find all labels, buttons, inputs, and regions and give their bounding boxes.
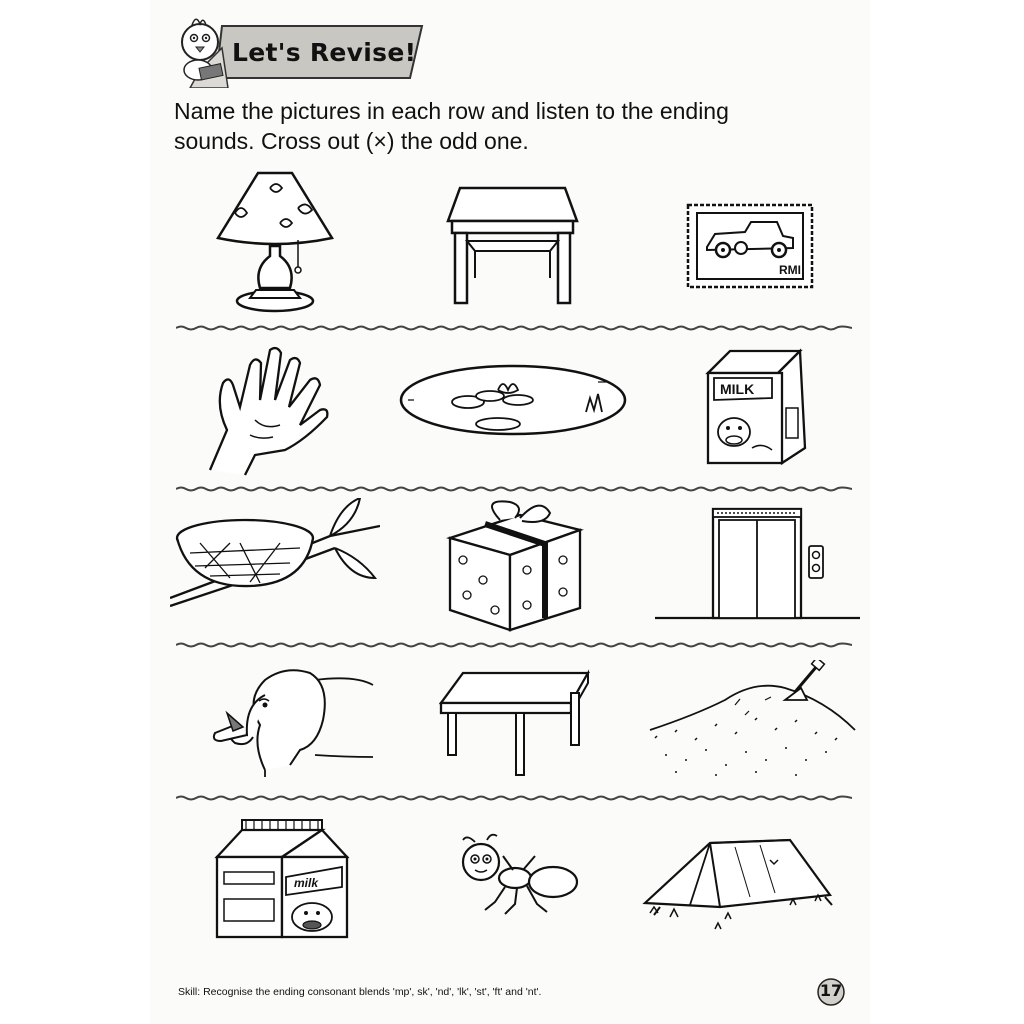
cow-icon: [292, 903, 332, 931]
table-picture[interactable]: [438, 668, 596, 780]
hand-picture[interactable]: [205, 345, 340, 480]
desk-picture[interactable]: [445, 183, 580, 308]
nest-picture[interactable]: [170, 498, 380, 608]
instructions-line-1: Name the pictures in each row and listen to the ending: [174, 98, 729, 124]
stamp-picture[interactable]: [685, 202, 815, 290]
instructions: [174, 96, 854, 156]
row-divider: [176, 486, 852, 492]
page-number: 17: [819, 981, 843, 1000]
ant-picture[interactable]: [455, 832, 580, 920]
row-divider: [176, 642, 852, 648]
bird-mascot-icon: [182, 19, 223, 80]
lift-picture[interactable]: [655, 506, 860, 624]
page-title: Let's Revise!: [232, 38, 417, 67]
skill-footnote: Skill: Recognise the ending consonant blends 'mp', sk', 'nd', 'lk', 'st', 'ft' and 'nt'.: [178, 986, 542, 998]
spade-icon: [785, 660, 824, 700]
milk-carton-picture[interactable]: [212, 817, 352, 939]
instructions-line-2: sounds. Cross out (×) the odd one.: [174, 128, 529, 154]
sand-picture[interactable]: [645, 660, 860, 785]
gift-picture[interactable]: [445, 500, 585, 635]
lamp-picture[interactable]: [210, 168, 340, 318]
milk-box-picture[interactable]: [700, 348, 810, 468]
milk-carton-label: milk: [294, 876, 319, 890]
milk-box-label: MILK: [720, 381, 755, 397]
tent-picture[interactable]: [640, 835, 835, 935]
tusk-picture[interactable]: [205, 665, 375, 777]
pond-picture[interactable]: [398, 362, 628, 440]
stamp-label: RMI: [779, 263, 801, 277]
row-divider: [176, 795, 852, 801]
row-divider: [176, 325, 852, 331]
lift-buttons-icon: [809, 546, 823, 578]
